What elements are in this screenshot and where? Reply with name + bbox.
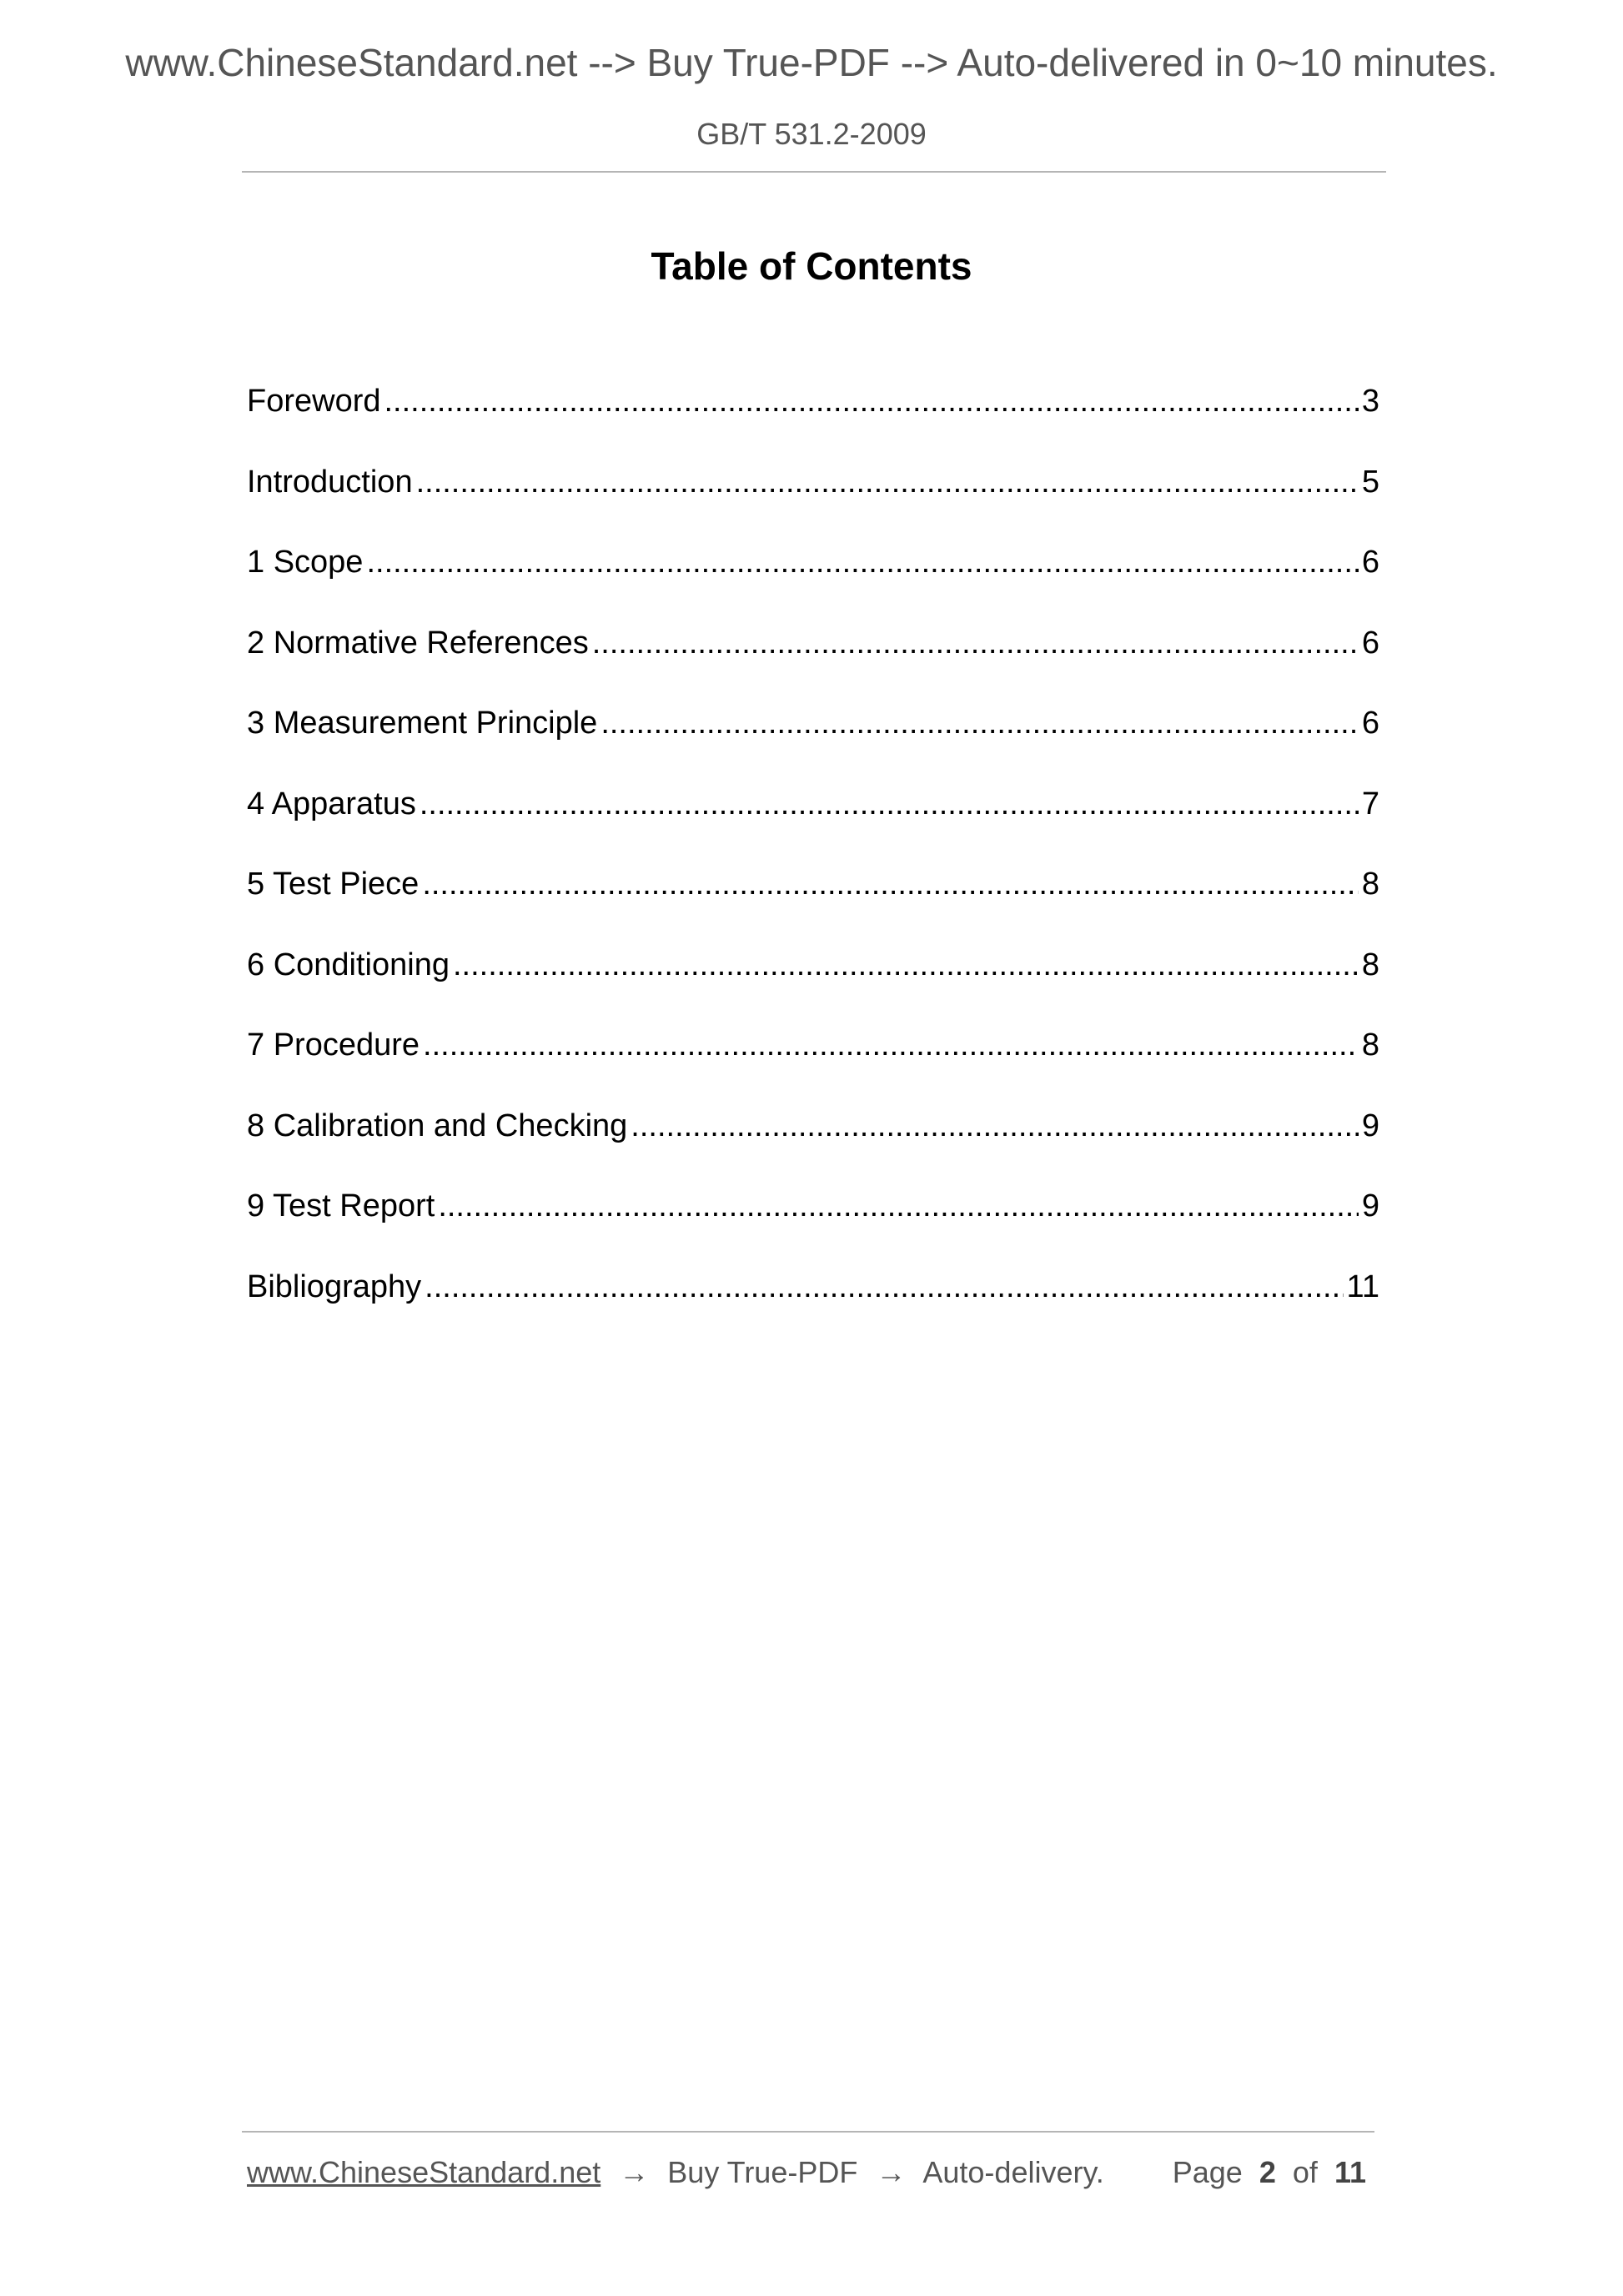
- right-arrow-icon: →: [619, 2155, 650, 2189]
- toc-entry-page: 8: [1361, 1027, 1379, 1063]
- dot-leader: [453, 942, 1359, 987]
- toc-entry-foreword[interactable]: [247, 379, 1379, 460]
- dot-leader: [592, 620, 1359, 666]
- toc-entry-page: 8: [1361, 947, 1379, 982]
- toc-entry-page: 3: [1361, 384, 1379, 419]
- toc-entry-introduction[interactable]: [247, 460, 1379, 540]
- dot-leader: [631, 1103, 1359, 1148]
- toc-entry-label: 2 Normative References: [247, 625, 589, 661]
- page-label: Page: [1172, 2155, 1243, 2189]
- footer-divider: [242, 2131, 1374, 2133]
- toc-entry-label: Bibliography: [247, 1269, 422, 1304]
- dot-leader: [384, 379, 1359, 424]
- dot-leader: [420, 781, 1359, 826]
- toc-entry-label: 3 Measurement Principle: [247, 706, 598, 741]
- footer-buy-text: Buy True-PDF: [667, 2155, 858, 2189]
- toc-entry-procedure[interactable]: [247, 1022, 1379, 1103]
- current-page: 2: [1259, 2155, 1276, 2189]
- top-banner: www.ChineseStandard.net --> Buy True-PDF --> Auto-delivered in 0~10 minutes.: [125, 41, 1498, 84]
- total-pages: 11: [1334, 2155, 1366, 2189]
- toc-entry-label: 6 Conditioning: [247, 947, 450, 982]
- toc-entry-test-report[interactable]: [247, 1183, 1379, 1264]
- toc-entry-page: 6: [1361, 545, 1379, 580]
- toc-entry-page: 8: [1361, 867, 1379, 902]
- toc-entry-label: 8 Calibration and Checking: [247, 1108, 628, 1143]
- toc-entry-scope[interactable]: [247, 540, 1379, 620]
- toc-entry-page: 11: [1346, 1269, 1379, 1304]
- header-divider: [242, 171, 1386, 173]
- dot-leader: [425, 1264, 1343, 1309]
- document-code: GB/T 531.2-2009: [696, 117, 927, 151]
- toc-entry-page: 9: [1361, 1108, 1379, 1143]
- dot-leader: [416, 460, 1359, 505]
- dot-leader: [438, 1183, 1359, 1228]
- toc-entry-calibration-and-checking[interactable]: [247, 1103, 1379, 1184]
- page-of-label: of: [1292, 2155, 1318, 2189]
- dot-leader: [423, 1022, 1359, 1068]
- toc-entry-label: 9 Test Report: [247, 1188, 435, 1223]
- right-arrow-icon: →: [876, 2155, 907, 2189]
- toc-entry-label: 1 Scope: [247, 545, 364, 580]
- toc-entry-page: 5: [1361, 464, 1379, 500]
- dot-leader: [366, 540, 1358, 585]
- footer-promo: [247, 2155, 1104, 2190]
- toc-entry-apparatus[interactable]: [247, 781, 1379, 862]
- footer-delivery-text: Auto-delivery.: [922, 2155, 1104, 2189]
- footer-site-link[interactable]: www.ChineseStandard.net: [247, 2155, 601, 2189]
- toc-entry-bibliography[interactable]: [247, 1264, 1379, 1345]
- toc-entry-label: 5 Test Piece: [247, 867, 420, 902]
- dot-leader: [600, 701, 1359, 746]
- dot-leader: [422, 862, 1359, 907]
- toc-entry-normative-references[interactable]: [247, 620, 1379, 701]
- toc-entry-page: 9: [1361, 1188, 1379, 1223]
- toc-entry-label: Foreword: [247, 384, 381, 419]
- toc-entry-page: 6: [1361, 706, 1379, 741]
- toc-entry-page: 7: [1361, 786, 1379, 821]
- page-number: [1173, 2155, 1374, 2190]
- toc-entry-label: 4 Apparatus: [247, 786, 416, 821]
- page-footer: [247, 2155, 1374, 2190]
- toc-title: Table of Contents: [651, 244, 972, 288]
- toc-entry-test-piece[interactable]: [247, 862, 1379, 942]
- toc-entry-measurement-principle[interactable]: [247, 701, 1379, 781]
- toc-entry-page: 6: [1361, 625, 1379, 661]
- toc-list: [247, 379, 1379, 1344]
- toc-entry-label: Introduction: [247, 464, 413, 500]
- toc-entry-label: 7 Procedure: [247, 1027, 420, 1063]
- toc-entry-conditioning[interactable]: [247, 942, 1379, 1023]
